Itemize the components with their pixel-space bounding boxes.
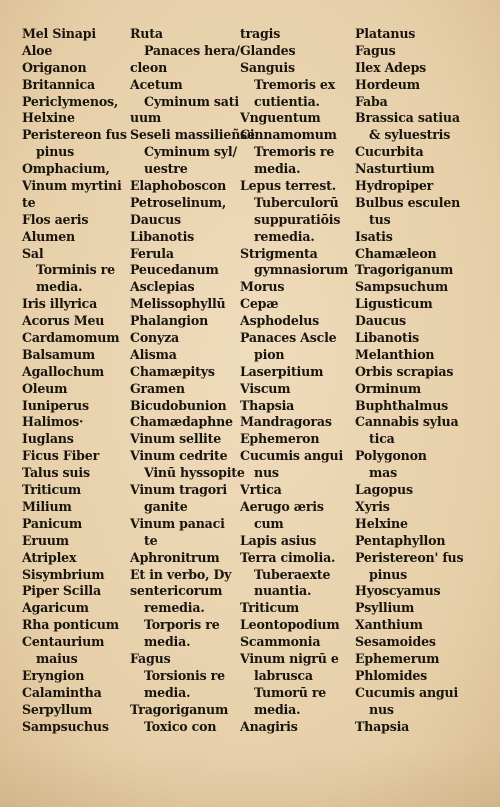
column-2-line: Daucus bbox=[130, 211, 181, 227]
column-3-line: Tuberaexte bbox=[254, 566, 331, 582]
column-1-line: Agallochum bbox=[22, 363, 105, 379]
column-3-line: Viscum bbox=[240, 380, 291, 396]
column-1-line: Atriplex bbox=[22, 549, 77, 565]
column-3-line: Tuberculorū bbox=[254, 194, 339, 210]
column-2-line: Phalangion bbox=[130, 313, 209, 329]
column-3-line: gymnasiorum bbox=[254, 262, 348, 278]
column-3-line: Vinum nigrū e bbox=[240, 650, 339, 666]
column-3-line: labrusca bbox=[254, 667, 313, 683]
column-4-line: Thapsia bbox=[355, 718, 410, 734]
column-3-line: Terra cimolia. bbox=[240, 549, 336, 565]
column-4-line: Cucumis angui bbox=[355, 684, 459, 700]
column-2-line: Bicudobunion bbox=[130, 397, 227, 413]
column-4 bbox=[355, 26, 465, 735]
column-4-line: Orbis scrapias bbox=[355, 363, 454, 379]
column-4-line: Sesamoides bbox=[355, 634, 436, 650]
column-1-line: te bbox=[22, 194, 36, 210]
column-2-line: Cyminum sati bbox=[144, 93, 239, 109]
column-1-line: Vinum myrtini bbox=[22, 178, 122, 194]
column-1 bbox=[22, 26, 126, 735]
column-3-line: Anagiris bbox=[240, 718, 298, 734]
column-3-line: pion bbox=[254, 346, 285, 362]
column-4-line: Xyris bbox=[355, 498, 390, 514]
column-4-line: nus bbox=[369, 701, 394, 717]
column-3-line: tragis bbox=[240, 26, 281, 41]
column-2-line: ganite bbox=[144, 498, 188, 514]
column-1-line: Aloe bbox=[22, 42, 53, 58]
column-2-line: Chamæpitys bbox=[130, 363, 215, 379]
column-4-line: Buphthalmus bbox=[355, 397, 449, 413]
column-4-line: Isatis bbox=[355, 228, 393, 244]
column-3-line: cum bbox=[254, 515, 284, 531]
column-4-line: Ilex Adeps bbox=[355, 59, 427, 75]
column-4-line: Pentaphyllon bbox=[355, 532, 446, 548]
column-4-line: pinus bbox=[369, 566, 407, 582]
column-1-line: Oleum bbox=[22, 380, 68, 396]
column-1-line: Britannica bbox=[22, 76, 95, 92]
column-3-line: Morus bbox=[240, 279, 285, 295]
column-2-line: media. bbox=[144, 634, 191, 650]
column-2-line: sentericorum bbox=[130, 583, 223, 599]
column-3-line: remedia. bbox=[254, 228, 315, 244]
column-4-line: Daucus bbox=[355, 313, 406, 329]
column-2-line: Chamædaphne bbox=[130, 414, 233, 430]
column-3-line: Triticum bbox=[240, 600, 300, 616]
column-4-line: Phlomides bbox=[355, 667, 428, 683]
column-3-line: Vrtica bbox=[240, 482, 282, 498]
column-4-line: Brassica satiua bbox=[355, 110, 460, 126]
column-2-line: Ferula bbox=[130, 245, 174, 261]
column-1-line: Flos aeris bbox=[22, 211, 89, 227]
column-1-line: Iuglans bbox=[22, 431, 74, 447]
column-2-line: Vinum cedrite bbox=[130, 448, 228, 464]
column-4-line: Cannabis sylua bbox=[355, 414, 459, 430]
column-4-line: Psyllium bbox=[355, 600, 415, 616]
column-1-line: Rha ponticum bbox=[22, 617, 119, 633]
column-1-line: Periclymenos, bbox=[22, 93, 119, 109]
column-1-line: Peristereon fus bbox=[22, 127, 127, 143]
column-4-line: Hydropiper bbox=[355, 178, 434, 194]
column-1-line: Iris illyrica bbox=[22, 296, 98, 312]
column-1-line: Panicum bbox=[22, 515, 82, 531]
column-4-line: Chamæleon bbox=[355, 245, 437, 261]
column-3-line: Aerugo æris bbox=[240, 498, 324, 514]
column-3-line: suppuratiōis bbox=[254, 211, 341, 227]
column-1-line: Torminis re bbox=[36, 262, 115, 278]
column-4-line: Helxine bbox=[355, 515, 408, 531]
column-2-line: Toxico con bbox=[144, 718, 217, 734]
column-4-line: Platanus bbox=[355, 26, 416, 41]
column-4-line: Melanthion bbox=[355, 346, 435, 362]
column-4-line: Nasturtium bbox=[355, 161, 435, 177]
column-4-line: Fagus bbox=[355, 42, 396, 58]
column-1-line: Origanon bbox=[22, 59, 87, 75]
column-3-line: nus bbox=[254, 465, 279, 481]
column-3-line: Tumorū re bbox=[254, 684, 327, 700]
column-1-line: Sal bbox=[22, 245, 44, 261]
column-2-line: Panaces hera/ bbox=[144, 42, 240, 58]
column-3-line: Panaces Ascle bbox=[240, 330, 337, 346]
column-1-line: Alumen bbox=[22, 228, 76, 244]
column-4-line: Lagopus bbox=[355, 482, 413, 498]
column-3-line: nuantia. bbox=[254, 583, 312, 599]
column-4-line: Orminum bbox=[355, 380, 421, 396]
column-3-line: Tremoris re bbox=[254, 144, 335, 160]
column-2-line: Et in verbo, Dy bbox=[130, 566, 232, 582]
column-3-line: Cucumis angui bbox=[240, 448, 344, 464]
column-4-line: Faba bbox=[355, 93, 388, 109]
column-1-line: Eruum bbox=[22, 532, 69, 548]
column-2-line: uestre bbox=[144, 161, 188, 177]
column-2-line: Fagus bbox=[130, 650, 171, 666]
column-2-line: Gramen bbox=[130, 380, 185, 396]
column-4-line: & syluestris bbox=[369, 127, 451, 143]
column-3-line: Leontopodium bbox=[240, 617, 340, 633]
column-4-line: Hyoscyamus bbox=[355, 583, 441, 599]
column-2-line: Torporis re bbox=[144, 617, 220, 633]
column-4-line: tica bbox=[369, 431, 395, 447]
column-2-line: Aphronitrum bbox=[130, 549, 220, 565]
column-1-line: media. bbox=[36, 279, 83, 295]
column-2-line: Peucedanum bbox=[130, 262, 219, 278]
column-3-line: Ephemeron bbox=[240, 431, 320, 447]
column-4-line: Libanotis bbox=[355, 330, 420, 346]
column-2-line: Acetum bbox=[130, 76, 183, 92]
column-1-line: maius bbox=[36, 650, 78, 666]
column-3-line: Asphodelus bbox=[240, 313, 320, 329]
column-1-line: Acorus Meu bbox=[22, 313, 105, 329]
column-4-line: Sampsuchum bbox=[355, 279, 448, 295]
column-4-line: Xanthium bbox=[355, 617, 423, 633]
column-2-line: remedia. bbox=[144, 600, 205, 616]
column-3-line: Lapis asius bbox=[240, 532, 317, 548]
column-3-line: Vnguentum bbox=[240, 110, 321, 126]
column-3-line: Mandragoras bbox=[240, 414, 332, 430]
column-3-line: Thapsia bbox=[240, 397, 295, 413]
column-3-line: Sanguis bbox=[240, 59, 295, 75]
column-2-line: Vinū hyssopite bbox=[144, 465, 245, 481]
column-3-line: cutientia. bbox=[254, 93, 320, 109]
column-2-line: Alisma bbox=[130, 346, 177, 362]
column-3-line: Glandes bbox=[240, 42, 296, 58]
column-2-line: Cyminum syl/ bbox=[144, 144, 237, 160]
column-4-line: Peristereon' fus bbox=[355, 549, 464, 565]
column-1-line: Calamintha bbox=[22, 684, 102, 700]
column-2-line: Melissophyllū bbox=[130, 296, 226, 312]
column-2-line: Ruta bbox=[130, 26, 163, 41]
column-4-line: Ligusticum bbox=[355, 296, 433, 312]
column-2-line: Petroselinum, bbox=[130, 194, 227, 210]
column-1-line: Mel Sinapi bbox=[22, 26, 96, 41]
column-4-line: Hordeum bbox=[355, 76, 420, 92]
column-2-line: te bbox=[144, 532, 158, 548]
column-2-line: cleon bbox=[130, 59, 168, 75]
column-2-line: Asclepias bbox=[130, 279, 195, 295]
column-1-line: Iuniperus bbox=[22, 397, 89, 413]
column-1-line: Talus suis bbox=[22, 465, 90, 481]
column-1-line: Sisymbrium bbox=[22, 566, 105, 582]
column-2-line: Torsionis re bbox=[144, 667, 225, 683]
column-1-line: Sampsuchus bbox=[22, 718, 109, 734]
column-4-line: Ephemerum bbox=[355, 650, 440, 666]
column-3-line: Laserpitium bbox=[240, 363, 324, 379]
column-1-line: Ficus Fiber bbox=[22, 448, 100, 464]
column-3-line: Tremoris ex bbox=[254, 76, 336, 92]
column-1-line: Piper Scilla bbox=[22, 583, 101, 599]
column-2-line: Elaphoboscon bbox=[130, 178, 227, 194]
column-4-line: Bulbus esculen bbox=[355, 194, 461, 210]
column-1-line: Cardamomum bbox=[22, 330, 120, 346]
column-1-line: Serpyllum bbox=[22, 701, 93, 717]
column-2-line: media. bbox=[144, 684, 191, 700]
column-1-line: Centaurium bbox=[22, 634, 105, 650]
column-3-line: Strigmenta bbox=[240, 245, 318, 261]
column-3-line: media. bbox=[254, 161, 301, 177]
column-2-line: Vinum panaci bbox=[130, 515, 225, 531]
column-3-line: Cinnamomum bbox=[240, 127, 337, 143]
column-2 bbox=[130, 26, 255, 735]
column-2-line: Libanotis bbox=[130, 228, 195, 244]
column-1-line: Halimos· bbox=[22, 414, 84, 430]
column-1-line: pinus bbox=[36, 144, 74, 160]
column-1-line: Helxine bbox=[22, 110, 75, 126]
column-3-line: media. bbox=[254, 701, 301, 717]
column-3-line: Lepus terrest. bbox=[240, 178, 336, 194]
column-4-line: Tragoriganum bbox=[355, 262, 454, 278]
column-2-line: Conyza bbox=[130, 330, 180, 346]
column-4-line: Cucurbita bbox=[355, 144, 424, 160]
page-stain bbox=[0, 747, 500, 807]
column-2-line: Tragoriganum bbox=[130, 701, 229, 717]
column-2-line: Vinum sellite bbox=[130, 431, 222, 447]
column-3-line: Scammonia bbox=[240, 634, 321, 650]
column-4-line: mas bbox=[369, 465, 397, 481]
column-1-line: Balsamum bbox=[22, 346, 96, 362]
column-1-line: Triticum bbox=[22, 482, 82, 498]
column-1-line: Agaricum bbox=[22, 600, 89, 616]
column-1-line: Eryngion bbox=[22, 667, 85, 683]
column-2-line: Vinum tragori bbox=[130, 482, 227, 498]
column-1-line: Milium bbox=[22, 498, 72, 514]
column-1-line: Omphacium, bbox=[22, 161, 110, 177]
column-3-line: Cepæ bbox=[240, 296, 279, 312]
column-4-line: Polygonon bbox=[355, 448, 427, 464]
column-2-line: uum bbox=[130, 110, 162, 126]
column-4-line: tus bbox=[369, 211, 391, 227]
column-2-line: Seseli massilieñse bbox=[130, 127, 255, 143]
column-3 bbox=[240, 26, 352, 735]
